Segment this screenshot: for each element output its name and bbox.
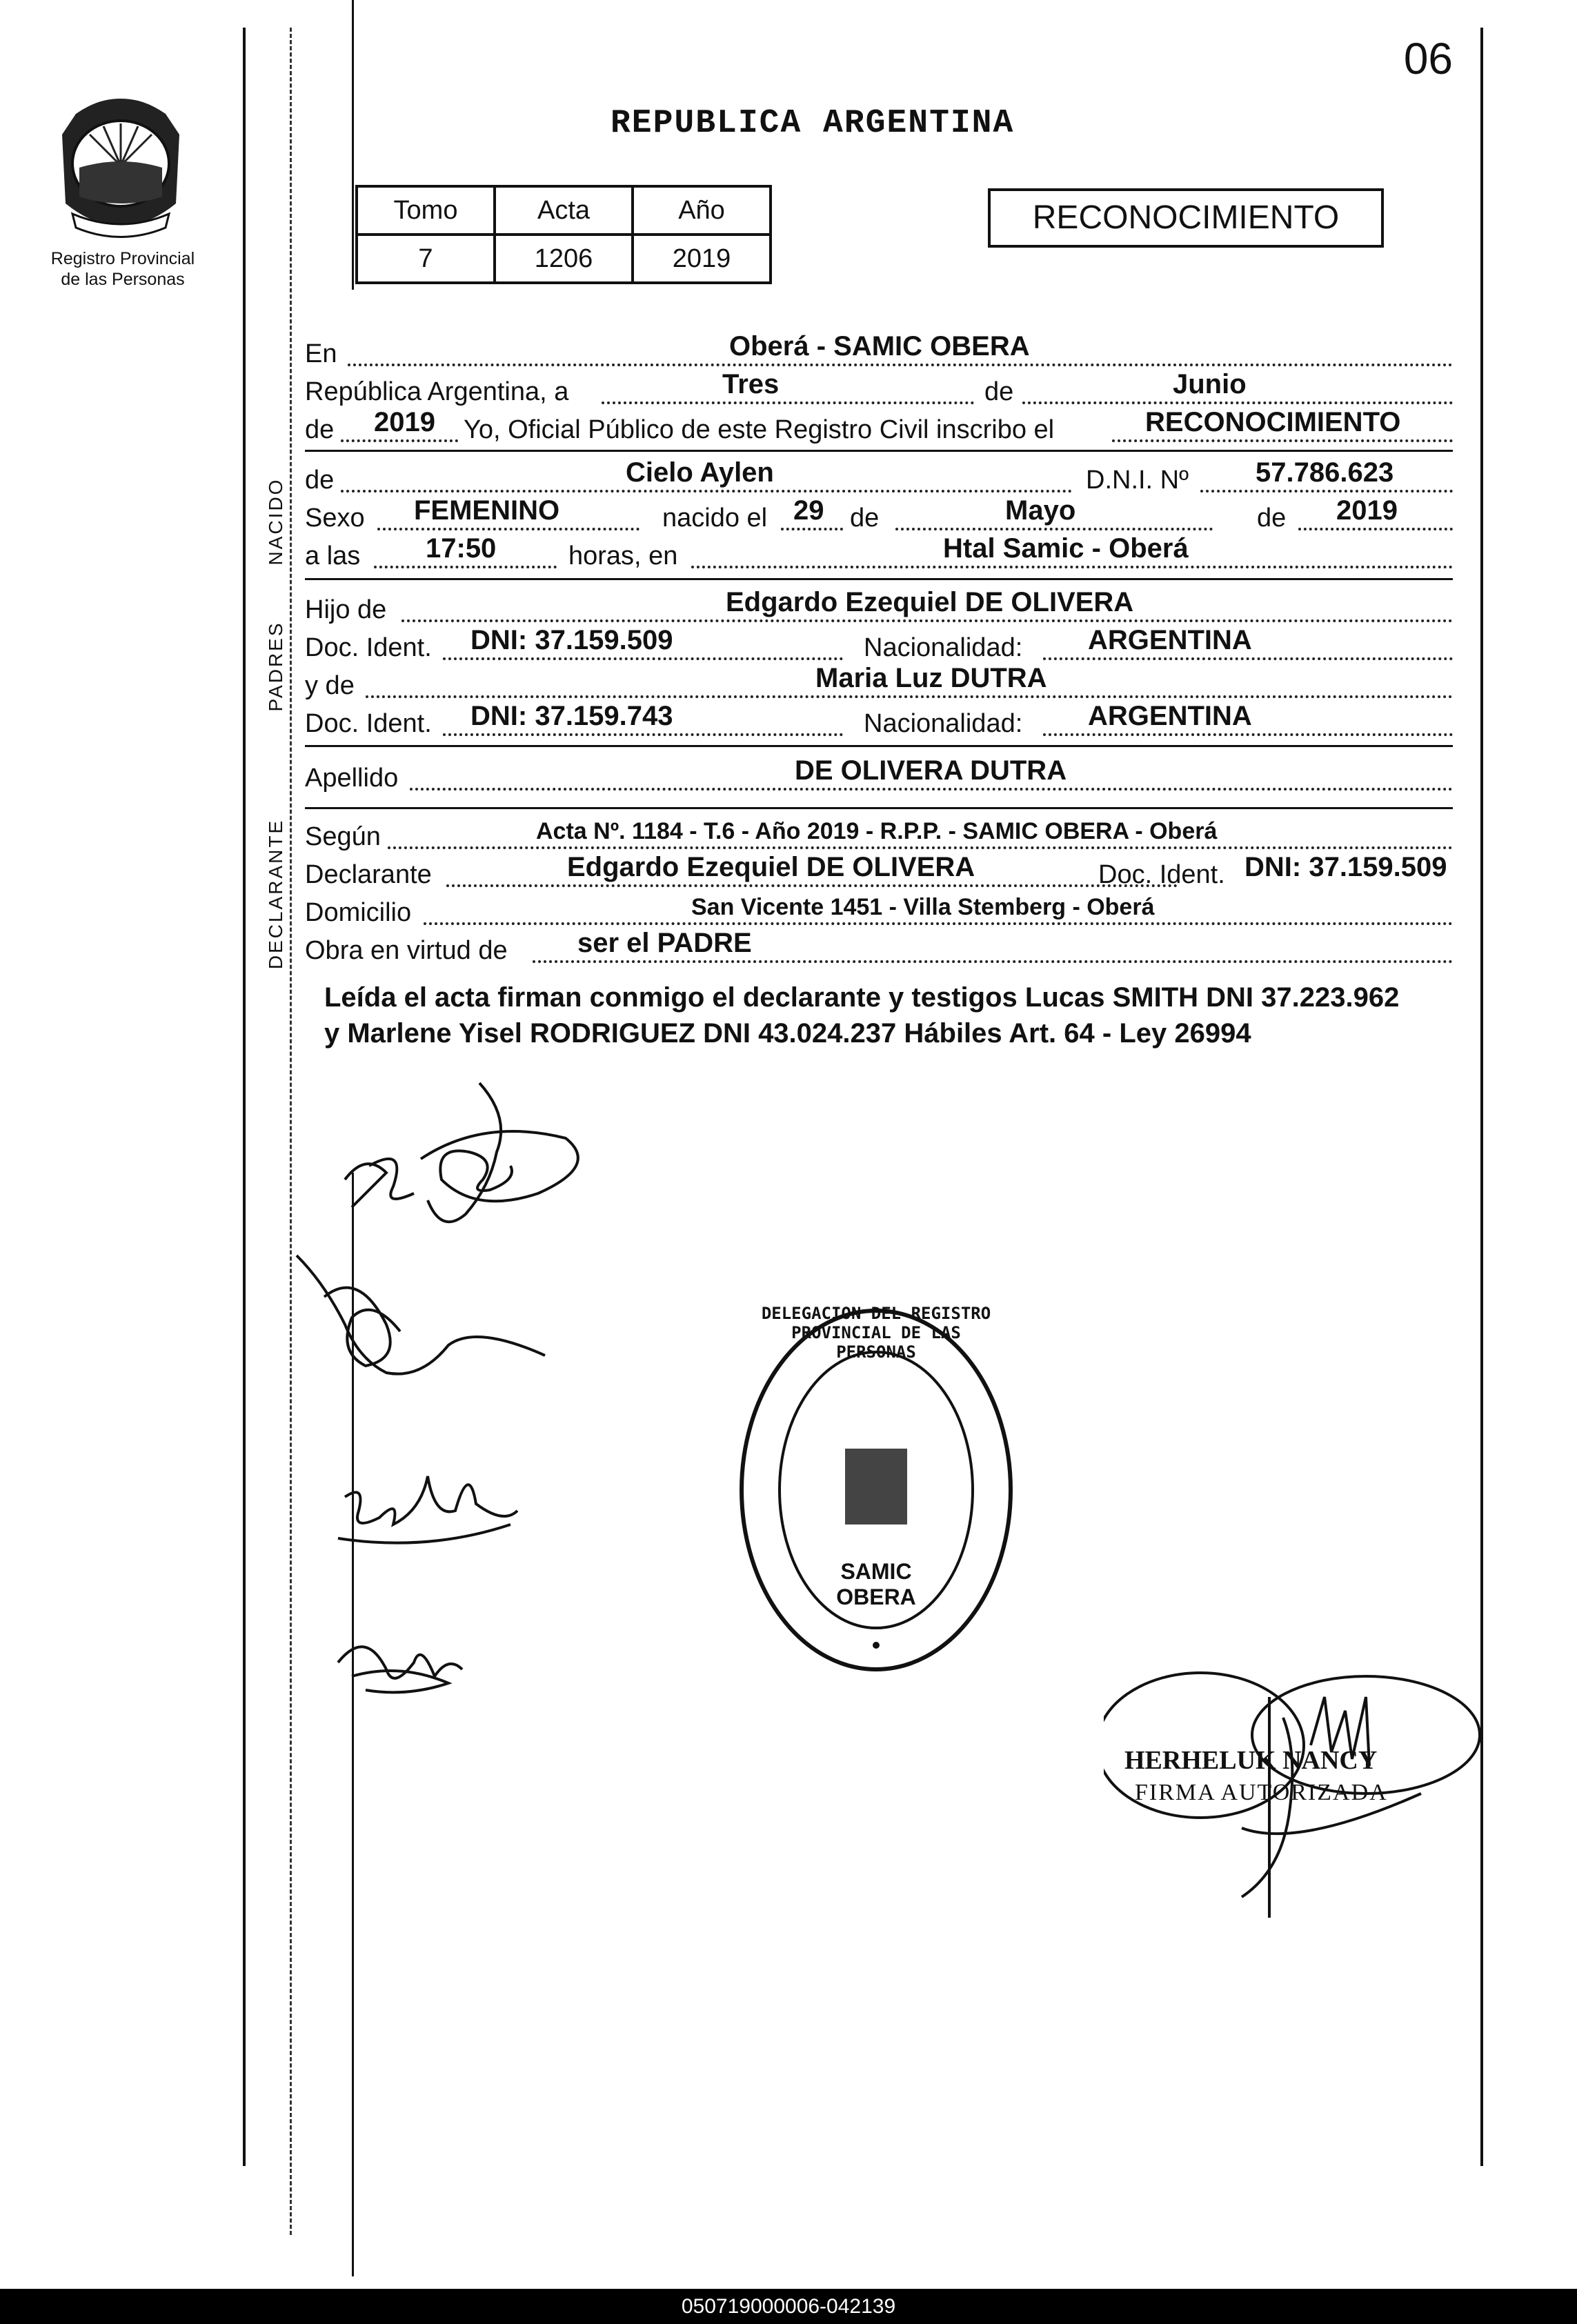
domicilio-row	[305, 893, 1453, 932]
father-name: Edgardo Ezequiel DE OLIVERA	[726, 587, 1134, 617]
dotted-fill	[443, 733, 843, 736]
official-name: HERHELUK NANCY	[1124, 1746, 1378, 1775]
nacido-name-row	[305, 457, 1453, 499]
horas-label: horas, en	[568, 542, 678, 570]
declarante-row	[305, 852, 1453, 894]
nacido-de1: de	[850, 504, 880, 533]
nacido-sexo: FEMENINO	[414, 495, 560, 526]
dotted-fill	[341, 490, 1072, 493]
document-barcode-label: 050719000006-042139	[0, 2289, 1577, 2324]
closing-line2: y Marlene Yisel RODRIGUEZ DNI 43.024.237 Hábiles Art. 64 - Ley 26994	[324, 1018, 1251, 1049]
dotted-fill	[1022, 401, 1453, 404]
section-label-declarante: DECLARANTE	[265, 818, 286, 970]
document-title: REPUBLICA ARGENTINA	[611, 105, 1015, 142]
dotted-fill	[1112, 439, 1453, 442]
nacido-dni: 57.786.623	[1256, 457, 1394, 488]
dotted-fill	[410, 788, 1453, 791]
nacido-name: Cielo Aylen	[626, 457, 774, 488]
declarante-label: Declarante	[305, 860, 432, 889]
date-year: 2019	[374, 407, 435, 437]
nacido-place: Htal Samic - Oberá	[943, 533, 1189, 564]
section-divider	[305, 450, 1453, 452]
registry-stamp	[731, 1297, 1021, 1683]
dotted-fill	[443, 657, 843, 660]
y-de-label: y de	[305, 671, 355, 700]
authorized-signature-stamp	[1104, 1669, 1490, 1931]
date-de-label: de	[984, 377, 1014, 406]
stamp-inner-text: SAMIC OBERA	[836, 1559, 916, 1609]
dotted-fill	[602, 401, 974, 404]
dotted-fill	[1298, 528, 1453, 530]
registry-caption-line2: de las Personas	[61, 270, 185, 289]
year-prefix: de	[305, 415, 335, 444]
stamp-outer-text: DELEGACION DEL REGISTRO PROVINCIAL DE LAS PERSONAS	[761, 1304, 991, 1362]
section-divider	[305, 745, 1453, 747]
witness-signature-3	[324, 1614, 476, 1704]
page-number: 06	[1403, 34, 1453, 83]
date-month: Junio	[1173, 369, 1247, 399]
declarante-doc: DNI: 37.159.509	[1244, 852, 1447, 882]
nacido-year: 2019	[1336, 495, 1398, 526]
closing-line1: Leída el acta firman conmigo el declarante y testigos Lucas SMITH DNI 37.223.962	[324, 982, 1400, 1013]
nacido-time: 17:50	[426, 533, 497, 564]
mother-row	[305, 663, 1453, 705]
official-role: FIRMA AUTORIZADA	[1135, 1780, 1388, 1805]
mother-doc-label: Doc. Ident.	[305, 709, 432, 738]
punch-dash-line	[290, 28, 292, 2235]
hijo-label: Hijo de	[305, 595, 387, 624]
segun-label: Según	[305, 822, 381, 851]
segun-value: Acta Nº. 1184 - T.6 - Año 2019 - R.P.P. - SAMIC OBERA - Oberá	[536, 818, 1218, 844]
dni-label: D.N.I. Nº	[1086, 466, 1189, 495]
mother-doc-row	[305, 701, 1453, 743]
obra-label: Obra en virtud de	[305, 936, 508, 965]
misiones-coat-of-arms-icon	[48, 86, 193, 241]
father-nat-label: Nacionalidad:	[864, 633, 1023, 662]
section-divider	[305, 578, 1453, 580]
mother-name: Maria Luz DUTRA	[815, 663, 1047, 693]
father-row	[305, 587, 1453, 629]
dotted-fill	[533, 960, 1453, 963]
father-nat: ARGENTINA	[1088, 625, 1252, 655]
section-divider	[305, 807, 1453, 809]
place-row	[305, 331, 1453, 373]
apellido-value: DE OLIVERA DUTRA	[795, 755, 1067, 786]
domicilio-label: Domicilio	[305, 898, 412, 927]
registry-caption	[33, 248, 212, 290]
father-doc-row	[305, 625, 1453, 667]
father-doc-label: Doc. Ident.	[305, 633, 432, 662]
year-row	[305, 407, 1453, 449]
left-margin-line	[243, 28, 246, 2166]
section-label-padres: PADRES	[265, 621, 286, 712]
reference-table-value-row	[357, 235, 771, 283]
dotted-fill	[401, 619, 1453, 622]
dotted-fill	[374, 566, 557, 568]
witness-signature-2	[324, 1435, 531, 1552]
declarante-name: Edgardo Ezequiel DE OLIVERA	[567, 852, 975, 882]
nacido-month: Mayo	[1005, 495, 1076, 526]
inner-margin-line	[352, 0, 354, 290]
place-label: En	[305, 339, 337, 368]
nacido-day: 29	[793, 495, 824, 526]
dotted-fill	[377, 528, 639, 530]
section-label-nacido: NACIDO	[265, 477, 286, 566]
closing-statement	[324, 980, 1399, 1051]
mother-nat: ARGENTINA	[1088, 701, 1252, 731]
dotted-fill	[341, 439, 458, 442]
obra-value: ser el PADRE	[577, 928, 752, 958]
nacido-de2: de	[1257, 504, 1287, 533]
apellido-row	[305, 755, 1453, 797]
value-acta: 1206	[495, 235, 633, 283]
witness-signature-1	[283, 1242, 559, 1393]
sexo-label: Sexo	[305, 504, 365, 533]
dotted-fill	[1043, 657, 1453, 660]
dotted-fill	[424, 922, 1453, 925]
value-ano: 2019	[633, 235, 771, 283]
registry-caption-line1: Registro Provincial	[50, 249, 195, 268]
nacido-time-row	[305, 533, 1453, 575]
value-tomo: 7	[357, 235, 495, 283]
nacido-birth-row	[305, 495, 1453, 537]
date-prefix: República Argentina, a	[305, 377, 569, 406]
dotted-fill	[1200, 490, 1453, 493]
registry-statement: Yo, Oficial Público de este Registro Civil inscribo el	[464, 415, 1055, 444]
date-row	[305, 369, 1453, 411]
dotted-fill	[1043, 733, 1453, 736]
nacido-de-label: de	[305, 466, 335, 495]
domicilio-value: San Vicente 1451 - Villa Stemberg - Oberá	[691, 894, 1155, 920]
nacido-el-label: nacido el	[662, 504, 768, 533]
dotted-fill	[366, 695, 1453, 698]
header-acta: Acta	[495, 186, 633, 235]
a-las-label: a las	[305, 542, 361, 570]
obra-row	[305, 928, 1453, 970]
header-ano: Año	[633, 186, 771, 235]
dotted-fill	[895, 528, 1213, 530]
reference-table-header-row	[357, 186, 771, 235]
reference-table	[355, 185, 772, 284]
dotted-fill	[348, 364, 1453, 366]
date-day: Tres	[722, 369, 780, 399]
mother-doc: DNI: 37.159.743	[470, 701, 673, 731]
declarant-signature	[304, 1076, 593, 1242]
apellido-label: Apellido	[305, 764, 399, 793]
declarante-doc-label: Doc. Ident.	[1098, 860, 1225, 889]
father-doc: DNI: 37.159.509	[470, 625, 673, 655]
segun-row	[305, 817, 1453, 856]
dotted-fill	[781, 528, 843, 530]
act-type-box: RECONOCIMIENTO	[988, 188, 1384, 248]
dotted-fill	[446, 884, 1178, 887]
mother-nat-label: Nacionalidad:	[864, 709, 1023, 738]
statement-act: RECONOCIMIENTO	[1145, 407, 1401, 437]
registry-logo	[48, 86, 193, 241]
place-value: Oberá - SAMIC OBERA	[729, 331, 1030, 361]
dotted-fill	[691, 566, 1453, 568]
header-tomo: Tomo	[357, 186, 495, 235]
dotted-fill	[388, 846, 1453, 849]
